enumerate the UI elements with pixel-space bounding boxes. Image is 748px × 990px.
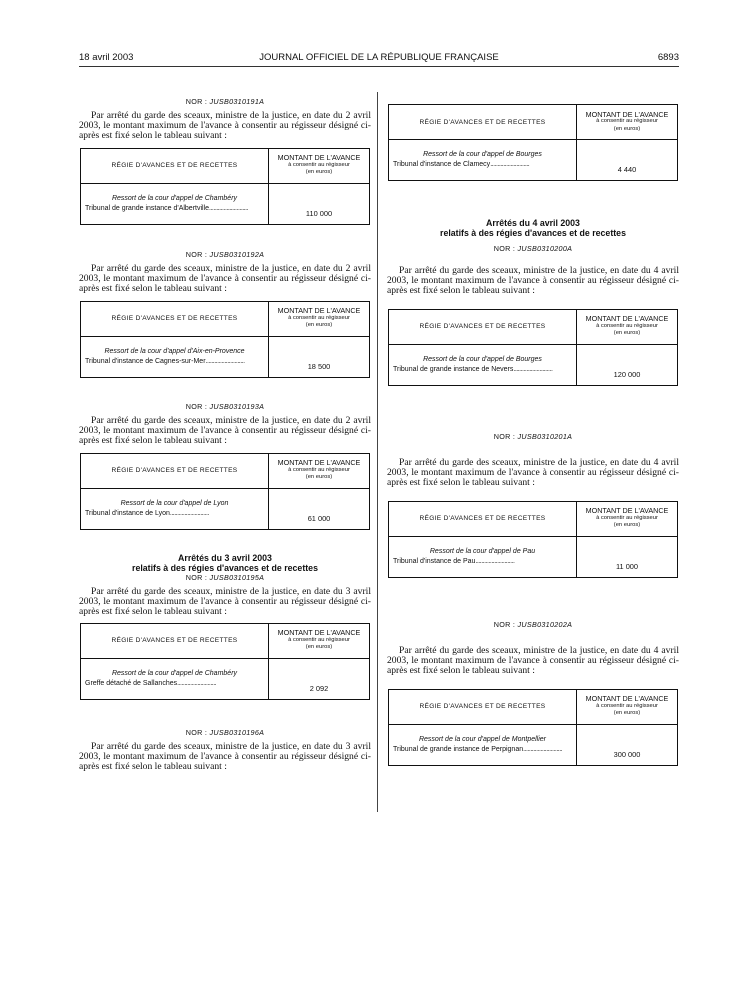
montant-header: MONTANT DE L'AVANCE à consentir au régisseur (en euros) (577, 501, 678, 536)
amount-cell: 110 000 (269, 183, 370, 224)
arrete-block (79, 97, 371, 225)
tribunal-label: Tribunal d'instance de Lyon........................... (85, 509, 209, 517)
regie-cell (389, 536, 577, 577)
header-page-number: 6893 (657, 52, 679, 63)
amount-cell: 2 092 (269, 658, 370, 699)
montant-header: MONTANT DE L'AVANCE à consentir au régisseur (en euros) (577, 105, 678, 140)
arrete-block (79, 250, 371, 378)
montant-header: MONTANT DE L'AVANCE à consentir au régisseur (en euros) (269, 453, 370, 488)
regie-cell (81, 488, 269, 529)
regie-cell (389, 724, 577, 765)
amount-cell: 300 000 (577, 724, 678, 765)
tribunal-label: Greffe détaché de Sallanches........................... (85, 679, 217, 687)
nor-reference: NOR : JUSB0310191A (185, 97, 265, 106)
amount-cell: 4 440 (577, 140, 678, 181)
arrete-text: Par arrêté du garde des sceaux, ministre de la justice, en date du 3 avril 2003, le montant maximum de l'avance à consentir au régisseur désigné ci-après est fixé selon le tableau suivant : (79, 586, 371, 618)
nor-reference: NOR : JUSB0310192A (185, 250, 265, 259)
nor-reference: NOR : JUSB0310195A (185, 573, 265, 582)
regie-table (80, 453, 370, 530)
regie-cell (81, 183, 269, 224)
regie-header: RÉGIE D'AVANCES ET DE RECETTES (389, 309, 577, 344)
regie-table (388, 104, 678, 181)
ressort-label: Ressort de la cour d'appel de Lyon (120, 499, 229, 507)
tribunal-label: Tribunal d'instance de Clamecy........................... (393, 161, 530, 168)
column-divider (377, 92, 378, 812)
arrete-block (79, 728, 371, 773)
section-title: Arrêtés du 3 avril 2003 (178, 553, 272, 563)
regie-header: RÉGIE D'AVANCES ET DE RECETTES (81, 148, 269, 183)
section-title: Arrêtés du 4 avril 2003 (486, 218, 580, 228)
ressort-label: Ressort de la cour d'appel de Pau (429, 547, 536, 555)
montant-header: MONTANT DE L'AVANCE à consentir au régisseur (en euros) (269, 623, 370, 658)
ressort-label: Ressort de la cour d'appel de Chambéry (111, 669, 238, 677)
regie-table (80, 301, 370, 378)
regie-cell (81, 658, 269, 699)
nor-reference: NOR : JUSB0310202A (493, 620, 573, 629)
amount-cell: 18 500 (269, 336, 370, 377)
montant-header: MONTANT DE L'AVANCE à consentir au régisseur (en euros) (577, 689, 678, 724)
arrete-block (387, 432, 679, 578)
amount-cell: 61 000 (269, 488, 370, 529)
nor-reference: NOR : JUSB0310200A (493, 244, 573, 253)
header-rule (79, 66, 679, 67)
regie-table (80, 623, 370, 700)
arrete-text: Par arrêté du garde des sceaux, ministre de la justice, en date du 3 avril 2003, le montant maximum de l'avance à consentir au régisseur désigné ci-après est fixé selon le tableau suivant : (79, 741, 371, 773)
arrete-text: Par arrêté du garde des sceaux, ministre de la justice, en date du 2 avril 2003, le montant maximum de l'avance à consentir au régisseur désigné ci-après est fixé selon le tableau suivant : (79, 110, 371, 142)
regie-header: RÉGIE D'AVANCES ET DE RECETTES (389, 689, 577, 724)
arrete-block (387, 218, 679, 386)
arrete-block (79, 553, 371, 700)
ressort-label: Ressort de la cour d'appel d'Aix-en-Provence (104, 347, 245, 355)
amount-cell: 11 000 (577, 536, 678, 577)
tribunal-label: Tribunal d'instance de Pau........................... (393, 557, 515, 565)
montant-header: MONTANT DE L'AVANCE à consentir au régisseur (en euros) (269, 301, 370, 336)
arrete-text: Par arrêté du garde des sceaux, ministre de la justice, en date du 2 avril 2003, le montant maximum de l'avance à consentir au régisseur désigné ci-après est fixé selon le tableau suivant : (79, 415, 371, 447)
regie-cell (81, 336, 269, 377)
tribunal-label: Tribunal d'instance de Cagnes-sur-Mer........................... (85, 357, 245, 365)
ressort-label: Ressort de la cour d'appel de Montpellier (418, 735, 547, 743)
arrete-block (387, 104, 679, 181)
regie-header: RÉGIE D'AVANCES ET DE RECETTES (81, 453, 269, 488)
page-header (79, 52, 679, 66)
ressort-label: Ressort de la cour d'appel de Bourges (423, 151, 542, 158)
header-date: 18 avril 2003 (79, 52, 134, 63)
ressort-label: Ressort de la cour d'appel de Chambéry (111, 194, 238, 202)
nor-reference: NOR : JUSB0310193A (185, 402, 265, 411)
montant-header: MONTANT DE L'AVANCE à consentir au régisseur (en euros) (577, 309, 678, 344)
arrete-block (387, 620, 679, 766)
regie-table (388, 309, 678, 386)
tribunal-label: Tribunal de grande instance de Nevers........................... (393, 365, 553, 373)
arrete-text: Par arrêté du garde des sceaux, ministre de la justice, en date du 4 avril 2003, le montant maximum de l'avance à consentir au régisseur désigné ci-après est fixé selon le tableau suivant : (387, 645, 679, 677)
regie-table (388, 501, 678, 578)
arrete-text: Par arrêté du garde des sceaux, ministre de la justice, en date du 4 avril 2003, le montant maximum de l'avance à consentir au régisseur désigné ci-après est fixé selon le tableau suivant : (387, 265, 679, 297)
regie-cell (389, 344, 577, 385)
arrete-block (79, 402, 371, 530)
header-title: JOURNAL OFFICIEL DE LA RÉPUBLIQUE FRANÇAISE (259, 52, 499, 63)
amount-cell: 120 000 (577, 344, 678, 385)
section-subtitle: relatifs à des régies d'avances et de recettes (132, 563, 318, 573)
regie-header: RÉGIE D'AVANCES ET DE RECETTES (389, 105, 577, 140)
regie-table (388, 689, 678, 766)
regie-table (80, 148, 370, 225)
regie-header: RÉGIE D'AVANCES ET DE RECETTES (389, 501, 577, 536)
regie-header: RÉGIE D'AVANCES ET DE RECETTES (81, 301, 269, 336)
regie-header: RÉGIE D'AVANCES ET DE RECETTES (81, 623, 269, 658)
arrete-text: Par arrêté du garde des sceaux, ministre de la justice, en date du 4 avril 2003, le montant maximum de l'avance à consentir au régisseur désigné ci-après est fixé selon le tableau suivant : (387, 457, 679, 489)
regie-cell (389, 140, 577, 181)
montant-header: MONTANT DE L'AVANCE à consentir au régisseur (en euros) (269, 148, 370, 183)
nor-reference: NOR : JUSB0310201A (493, 432, 573, 441)
ressort-label: Ressort de la cour d'appel de Bourges (423, 355, 542, 363)
tribunal-label: Tribunal de grande instance d'Albertville........................... (85, 204, 249, 212)
tribunal-label: Tribunal de grande instance de Perpignan........................... (393, 745, 563, 753)
section-subtitle: relatifs à des régies d'avances et de recettes (440, 228, 626, 238)
arrete-text: Par arrêté du garde des sceaux, ministre de la justice, en date du 2 avril 2003, le montant maximum de l'avance à consentir au régisseur désigné ci-après est fixé selon le tableau suivant : (79, 263, 371, 295)
nor-reference: NOR : JUSB0310196A (185, 728, 265, 737)
